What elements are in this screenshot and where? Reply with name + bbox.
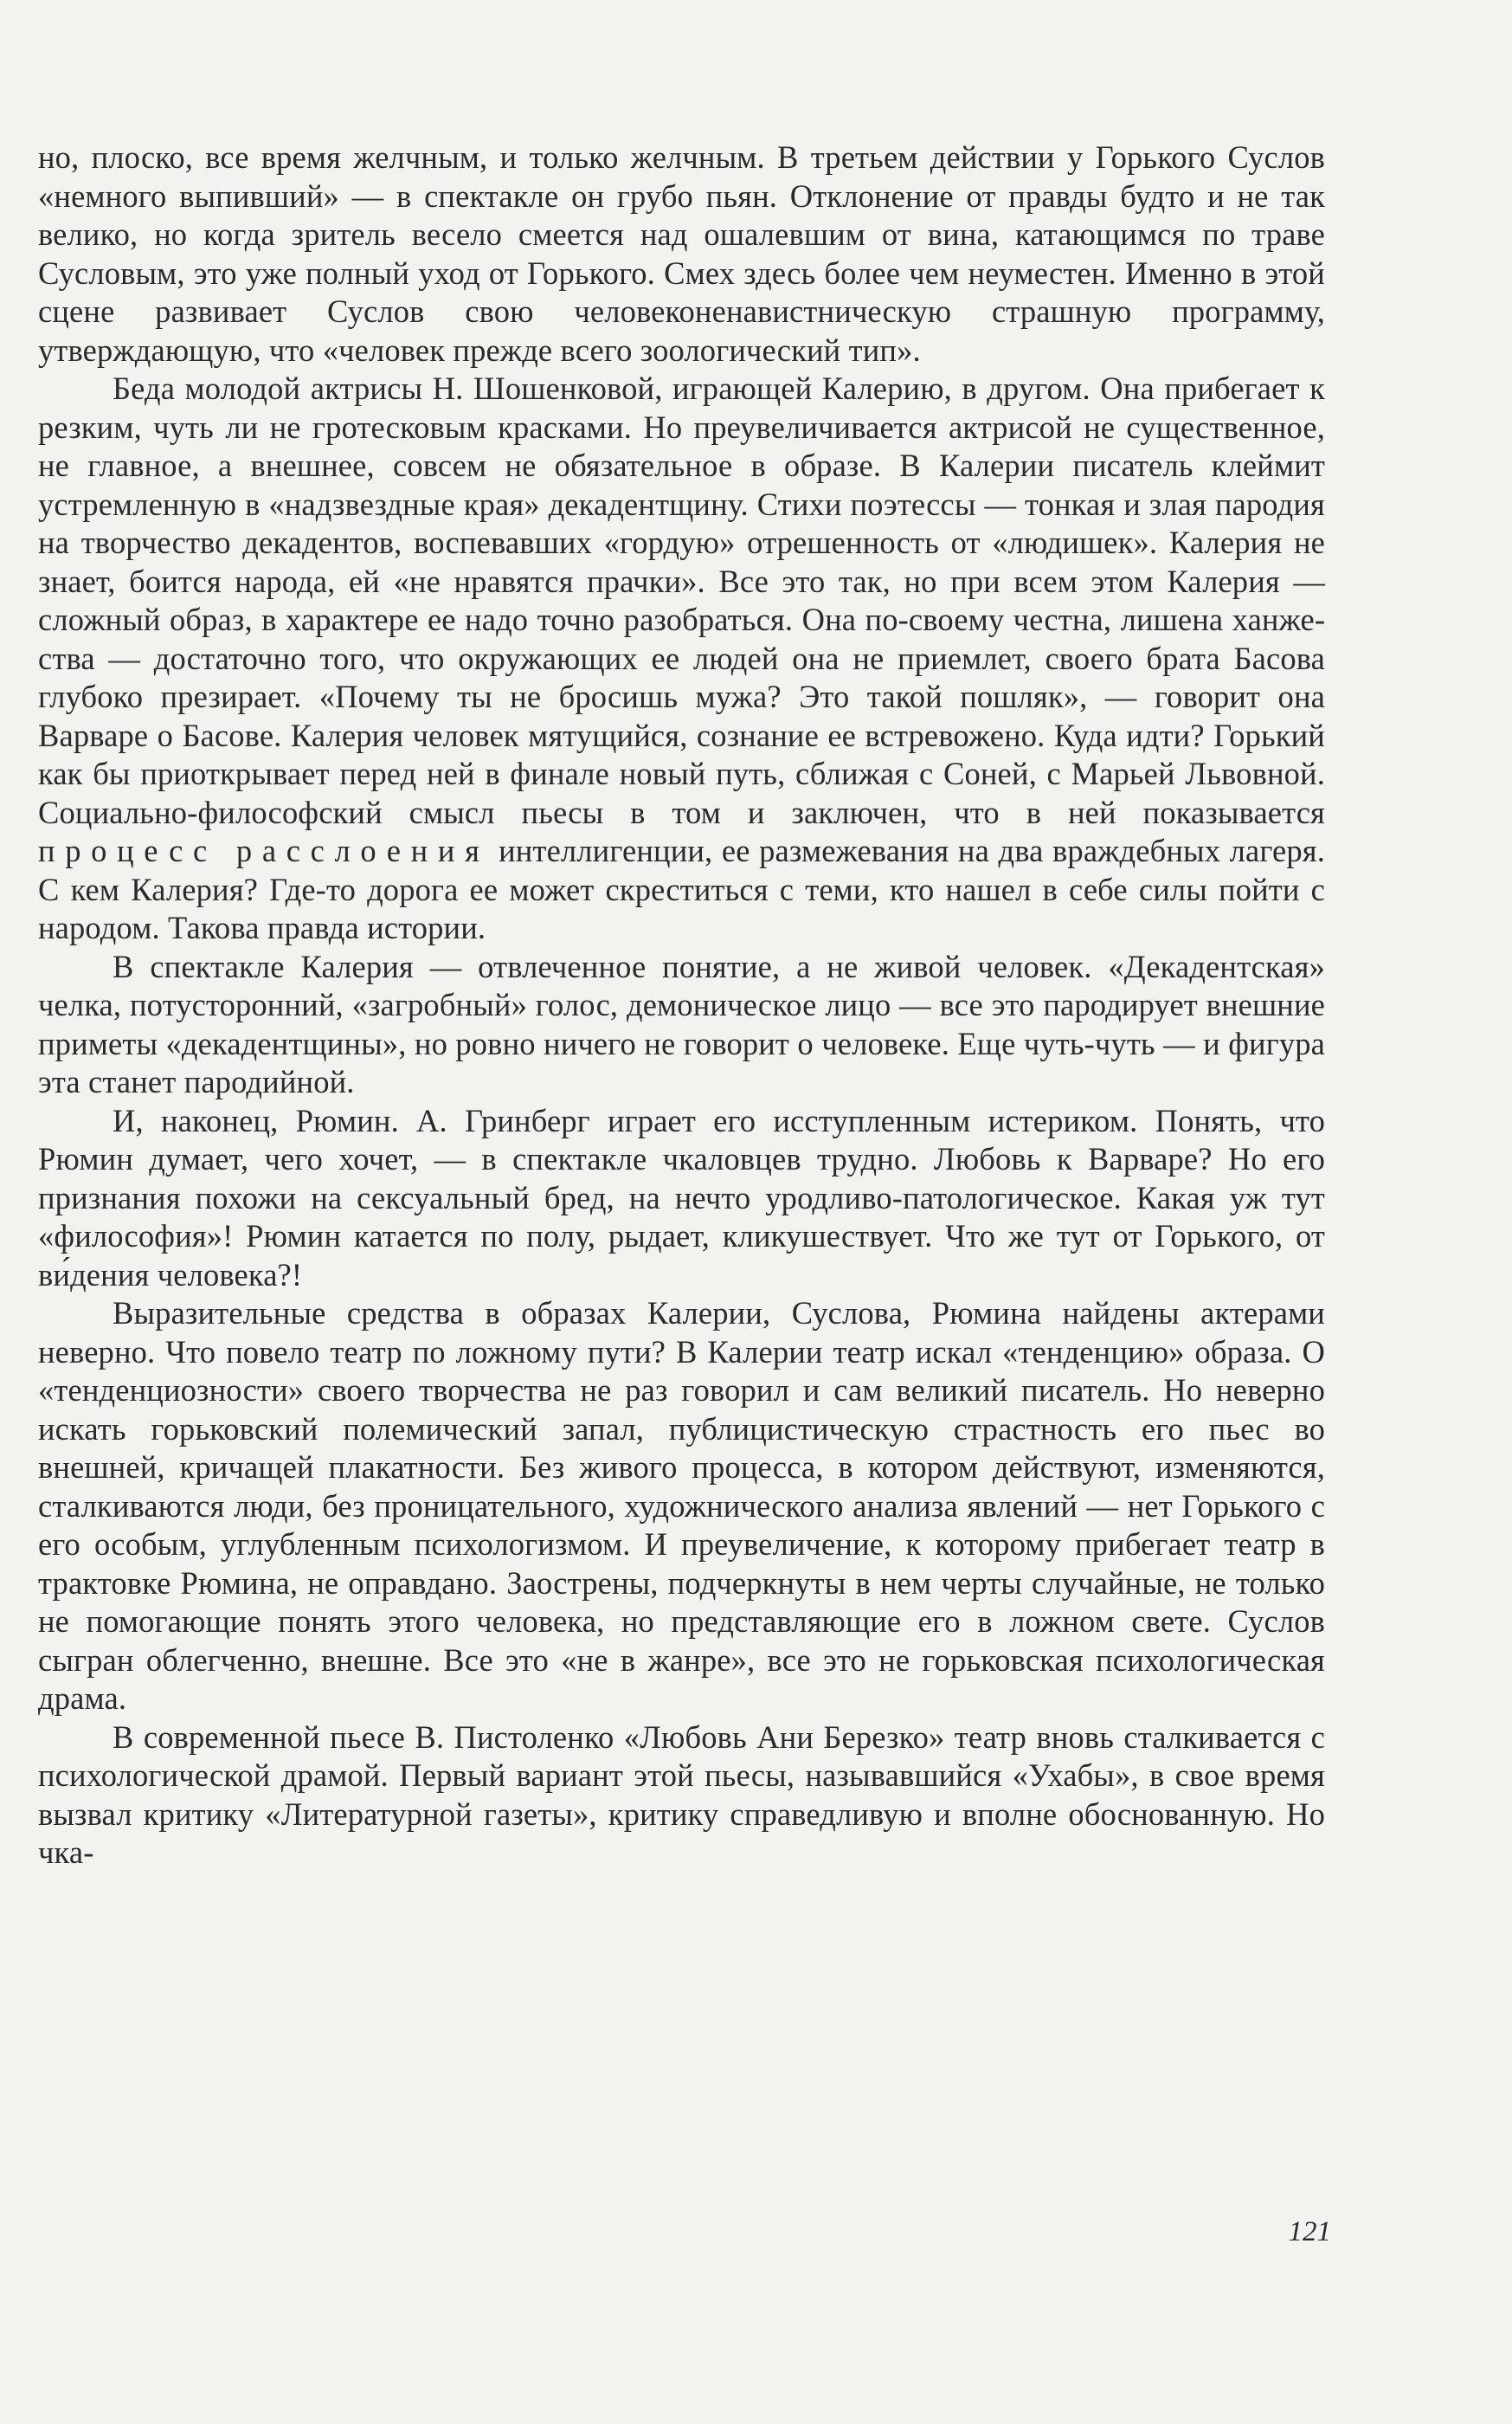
paragraph-6: В современной пьесе В. Пистоленко «Любовь Ани Березко» театр вновь сталкивается с психологической драмой. Первый вариант этой пьесы, называвшийся «Ухабы», в свое время вызвал критику «Литературной газеты», критику справедливую и вполне обоснованную. Но чка- [38,1718,1325,1870]
paragraph-4: И, наконец, Рюмин. А. Гринберг играет его исступленным истериком. Понять, что Рюмин думает, чего хочет, — в спектакле чкаловцев трудно. Любовь к Варваре? Но его признания похожи на сексуальный бред, на нечто уродливо-патологическое. Какая уж тут «философия»! Рюмин катается по полу, рыдает, кликушествует. Что же тут от Горького, от ви́дения человека?! [38,1102,1325,1293]
paragraph-3: В спектакле Калерия — отвлеченное понятие, а не живой человек. «Декадентская» челка, потусторонний, «загробный» голос, демоническое лицо — все это пародирует внешние приметы «декадентщины», но ровно ничего не говорит о человеке. Еще чуть-чуть — и фигура эта станет пародийной. [38,948,1325,1099]
page-number: 121 [1288,2216,1331,2247]
paragraph-1: но, плоско, все время желчным, и только желчным. В третьем действии у Горького Суслов «немного выпивший» — в спектакле он грубо пьян. Отклонение от правды будто и не так велико, но когда зритель весело смеется над ошалевшим от вина, катающимся по траве Сусловым, это уже полный уход от Горького. Смех здесь более чем неуместен. Именно в этой сцене развивает Суслов свою человеконенавистническую страшную программу, утверждающую, что «человек прежде всего зоологический тип». [38,139,1325,368]
paragraph-5: Выразительные средства в образах Калерии, Суслова, Рюмина найдены актерами неверно. Что повело театр по ложному пути? В Калерии театр искал «тенденцию» образа. О «тенденциозности» своего творчества не раз говорил и сам великий писатель. Но неверно искать горьковский полемический запал, публицистическую страстность его пьес во внешней, кричащей плакатности. Без живого процесса, в котором действуют, изменяются, сталкиваются люди, без проницательного, художнического анализа явлений — нет Горького с его особым, углубленным психологизмом. И преувеличение, к которому прибегает театр в трактовке Рюмина, не оправдано. Заострены, подчеркнуты в нем черты случайные, не только не помогающие понять этого человека, но представляющие его в ложном свете. Суслов сыгран облегченно, внешне. Все это «не в жанре», все это не горьковская психологическая драма. [38,1295,1325,1716]
paragraph-2 [38,370,1325,948]
body-text [38,139,1325,1873]
spaced-emphasis: процесс расслоения [38,833,490,868]
paragraph-2-text: Беда молодой актрисы Н. Шошенковой, играющей Калерию, в другом. Она прибегает к резким, чуть ли не гротесковым красками. Но преувеличивается актрисой не существенное, не главное, а внешнее, совсем не обязательное в образе. В Калерии писатель клеймит устремленную в «надзвездные края» декадентщину. Стихи поэтессы — тонкая и злая пародия на творчество декадентов, воспевавших «гордую» отрешенность от «людишек». Калерия не знает, боится народа, ей «не нравятся прачки». Все это так, но при всем этом Калерия — сложный образ, в характере ее надо точно разобраться. Она по-своему честна, лишена ханжества — достаточно того, что окружающих ее людей она не приемлет, своего брата Басова глубоко презирает. «Почему ты не бросишь мужа? Это такой пошляк», — говорит она Варваре о Басове. Калерия человек мятущийся, сознание ее встревожено. Куда идти? Горький как бы приоткрывает перед ней в финале новый путь, сближая с Соней, с Марьей Львовной. Социально-философский смысл пьесы в том и заключен, что в ней показывается [38,371,1325,830]
paragraph-2-continuation: интеллигенции, ее размежевания на два враждебных лагеря. С кем Калерия? Где-то дорога ее может скреститься с теми, кто нашел в себе силы пойти с народом. Такова правда истории. [38,833,1325,945]
